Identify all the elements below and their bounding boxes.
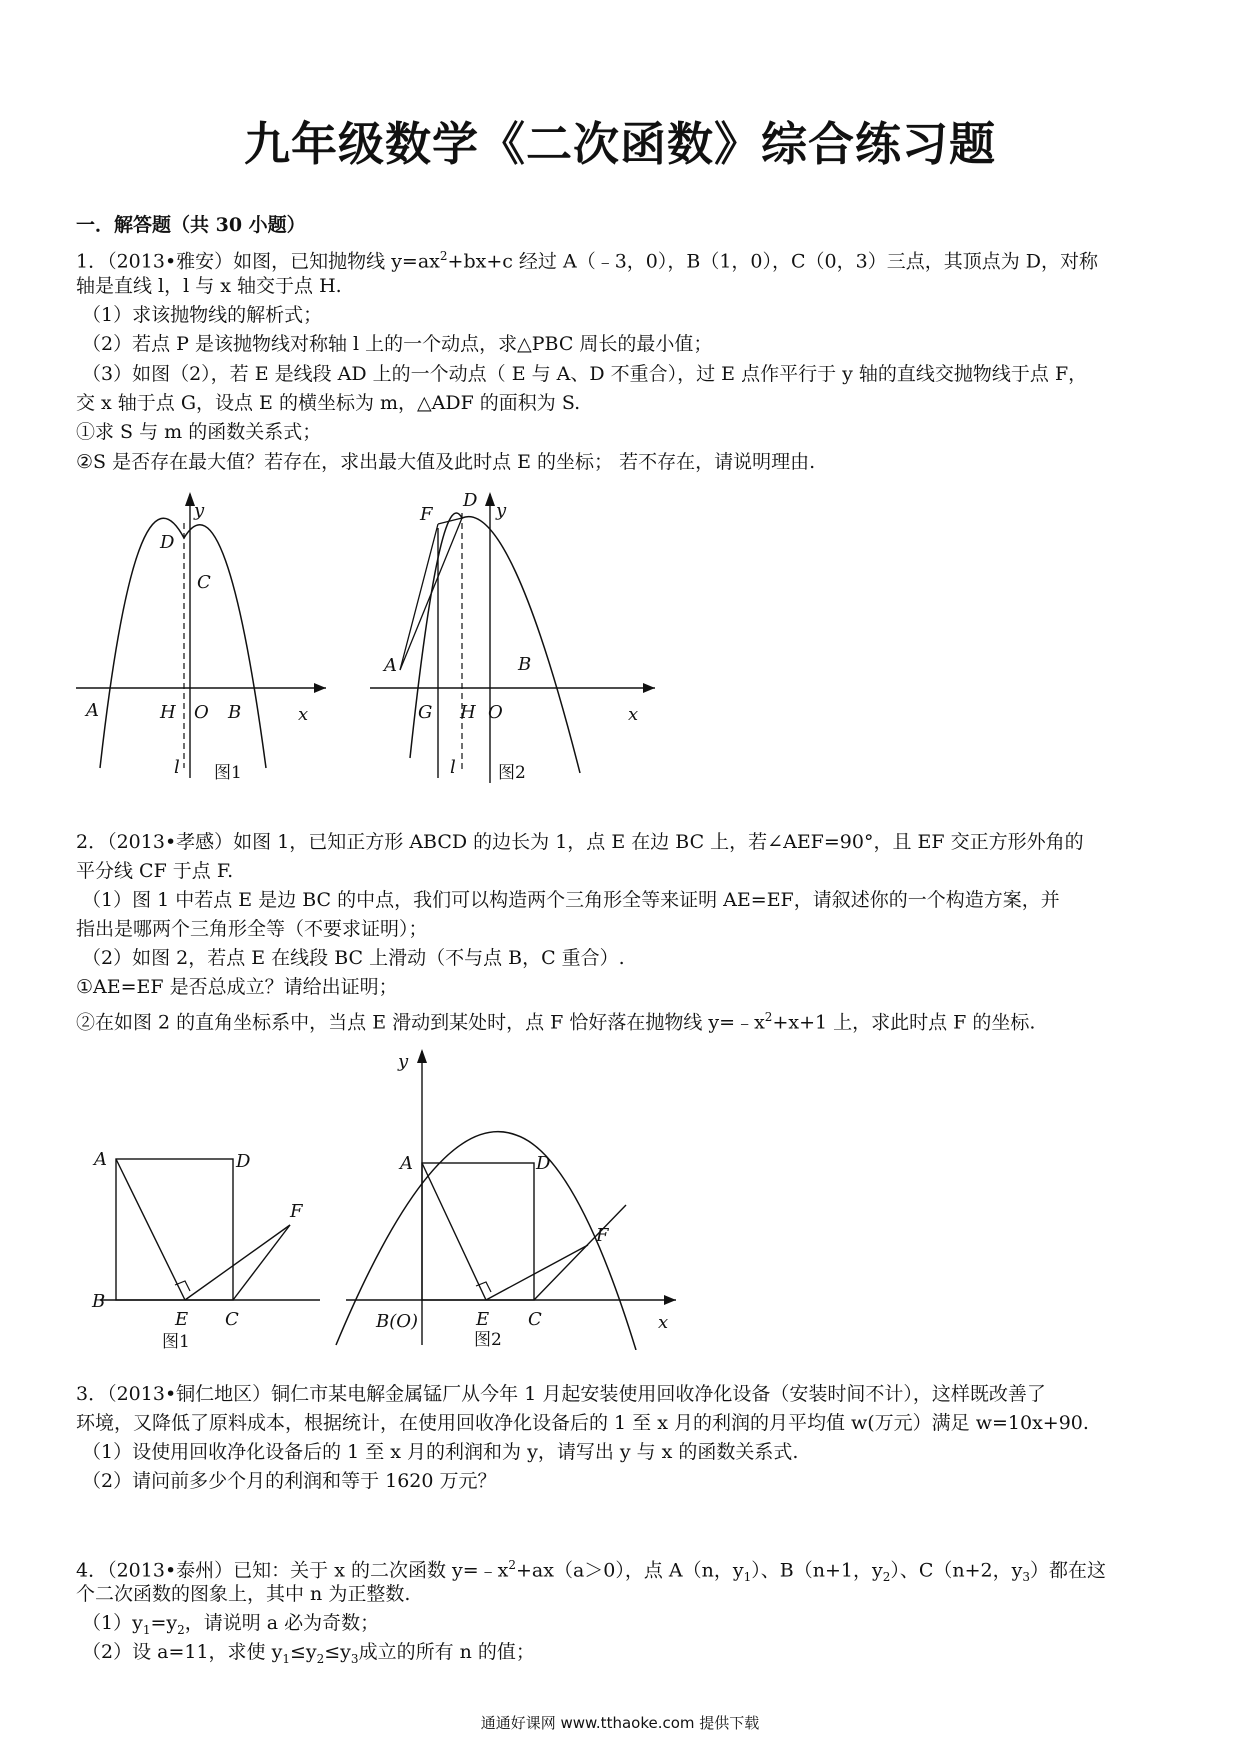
q2-figure-2 <box>326 1045 686 1350</box>
q2-figure-1 <box>80 1135 325 1350</box>
fig2-point-O: O <box>488 702 503 723</box>
fig1-line-l: l <box>174 757 180 778</box>
q3-part-2: （2）请问前多少个月的利润和等于 1620 万元？ <box>82 1470 497 1492</box>
q2-line-2: 平分线 CF 于点 F. <box>76 860 234 882</box>
q2f2-point-C: C <box>528 1309 542 1330</box>
q2f1-point-C: C <box>225 1309 239 1330</box>
fig1-point-B: B <box>228 702 242 723</box>
q2f1-point-E: E <box>175 1309 189 1330</box>
page-footer: 通通好课网 www.tthaoke.com 提供下载 <box>480 1714 760 1732</box>
q4-part-1: $(1)y_1=y_2$，请说明 a 必为奇数； <box>82 1612 380 1637</box>
fig2-point-A: A <box>384 655 397 676</box>
q1-line-2: 轴是直线 l，l 与 x 轴交于点 H. <box>76 275 342 297</box>
q2f2-x-label: x <box>658 1312 669 1333</box>
fig1-point-H: H <box>160 702 176 723</box>
fig1-caption: 图1 <box>214 763 242 783</box>
q2-sub-1: ①AE=EF 是否总成立？请给出证明； <box>76 976 398 998</box>
q2f1-caption: 图1 <box>162 1332 190 1350</box>
fig1-point-A: A <box>86 700 99 721</box>
fig2-line-l: l <box>450 757 456 778</box>
q2-line-4: 指出是哪两个三角形全等（不要求证明）； <box>76 918 428 940</box>
fig1-y-label: y <box>194 500 205 521</box>
fig1-point-C: C <box>197 572 211 593</box>
q2-part-2: （2）如图 2，若点 E 在线段 BC 上滑动（不与点 B，C 重合）. <box>82 947 625 969</box>
q4-part-2: （2）设 a=11，求使 $y_1\le y_2\le y_3$成立的所有 n 的值； <box>82 1641 535 1666</box>
fig1-point-O: O <box>194 702 209 723</box>
q3-line-2: 环境，又降低了原料成本，根据统计，在使用回收净化设备后的 1 至 x 月的利润的月平均值 w(万元）满足 w=10x+90. <box>76 1412 1089 1434</box>
q1-line-6: 交 x 轴于点 G，设点 E 的横坐标为 m，△ADF 的面积为 S. <box>76 392 581 414</box>
q4-line-2: 个二次函数的图象上，其中 n 为正整数. <box>76 1583 411 1605</box>
fig2-point-H: H <box>460 702 476 723</box>
q2-line-1: 2．（2013•孝感）如图 1，已知正方形 ABCD 的边长为 1，点 E 在边 BC 上，若∠AEF=90°，且 EF 交正方形外角的 <box>76 831 1084 853</box>
q2f1-point-D: D <box>236 1151 251 1172</box>
q2f2-y-label: y <box>398 1051 409 1072</box>
q1-part-2: （2）若点 P 是该抛物线对称轴 l 上的一个动点，求△PBC 周长的最小值； <box>82 333 713 355</box>
page-title: 九年级数学《二次函数》综合练习题 <box>244 117 996 171</box>
q1-line-1: 1．（2013•雅安）如图，已知抛物线 $y=ax^2+bx+c$ 经过 A（﹣3，0），B（1，0），C（0，3）三点，其顶点为 D，对称 <box>76 249 1098 273</box>
q2f2-point-D: D <box>536 1153 551 1174</box>
q3-line-1: 3．（2013•铜仁地区）铜仁市某电解金属锰厂从今年 1 月起安装使用回收净化设备（安装时间不计），这样既改善了 <box>76 1383 1046 1405</box>
q1-figure-1 <box>76 488 336 783</box>
fig1-x-label: x <box>298 704 309 725</box>
q2f2-point-E: E <box>476 1309 490 1330</box>
fig2-x-label: x <box>628 704 639 725</box>
q2-sub-2: ②在如图 2 的直角坐标系中，当点 E 滑动到某处时，点 F 恰好落在抛物线 $y=﹣x^2+x+1$ 上，求此时点 F 的坐标. <box>76 1010 1036 1034</box>
q2f2-point-BO: B(O) <box>376 1311 419 1332</box>
q3-part-1: （1）设使用回收净化设备后的 1 至 x 月的利润和为 y，请写出 y 与 x 的函数关系式. <box>82 1441 799 1463</box>
fig2-point-B: B <box>518 654 532 675</box>
fig2-point-G: G <box>418 702 433 723</box>
q2f2-point-A: A <box>400 1153 413 1174</box>
fig2-point-D: D <box>463 490 478 511</box>
q2f1-point-A: A <box>94 1149 107 1170</box>
q1-sub-1: ①求 S 与 m 的函数关系式； <box>76 421 322 443</box>
q2-part-1: （1）图 1 中若点 E 是边 BC 的中点，我们可以构造两个三角形全等来证明 AE=EF，请叙述你的一个构造方案，并 <box>82 889 1060 911</box>
section-heading: 一．解答题（共 30 小题） <box>76 214 306 236</box>
q1-part-3: （3）如图（2），若 E 是线段 AD 上的一个动点（ E 与 A、D 不重合），过 E 点作平行于 y 轴的直线交抛物线于点 F， <box>82 363 1088 385</box>
fig1-point-D: D <box>160 532 175 553</box>
fig2-y-label: y <box>496 500 507 521</box>
q4-line-1: 4．（2013•泰州）已知：关于 x 的二次函数 $y=﹣x^2+ax(a>0)$，点 A（n，$y_1$）、B（n+1，$y_2$）、C（n+2，$y_3$）都在这 <box>76 1558 1107 1585</box>
q2f2-caption: 图2 <box>474 1330 502 1350</box>
q1-sub-2: ②S 是否存在最大值？若存在，求出最大值及此时点 E 的坐标； 若不存在，请说明理由. <box>76 451 816 473</box>
fig2-caption: 图2 <box>498 763 526 783</box>
q2f1-point-B: B <box>92 1291 106 1312</box>
q1-figure-2 <box>370 488 670 786</box>
q1-part-1: （1）求该抛物线的解析式； <box>82 304 323 326</box>
q2f1-point-F: F <box>290 1201 303 1222</box>
fig2-point-F: F <box>420 504 433 525</box>
q2f2-point-F: F <box>596 1225 609 1246</box>
